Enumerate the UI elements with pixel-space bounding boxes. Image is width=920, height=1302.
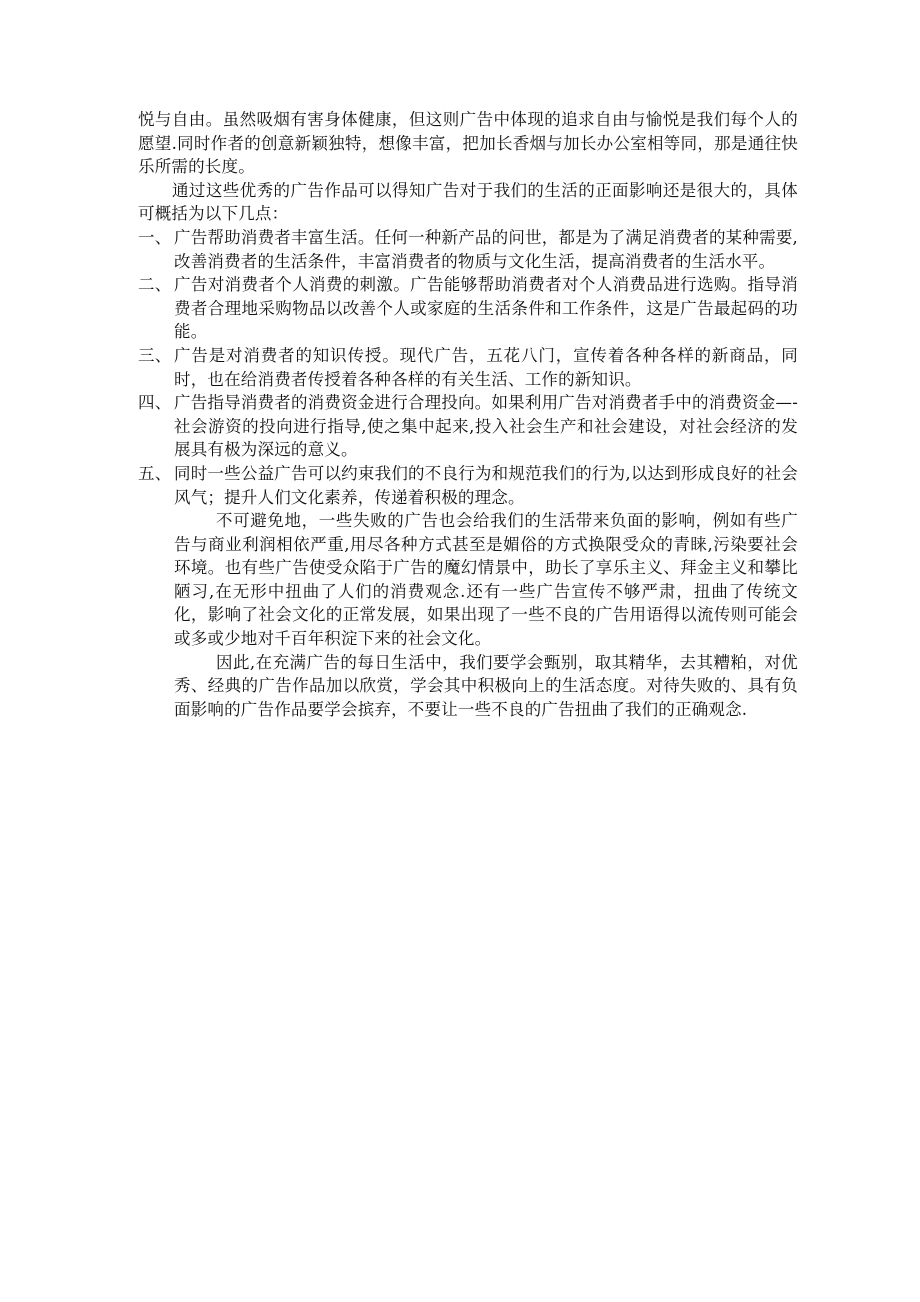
list-item-text: 同时一些公益广告可以约束我们的不良行为和规范我们的行为,以达到形成良好的社会风气；提升人们文化素养，传递着积极的理念。 <box>174 463 798 507</box>
list-item-number: 四、 <box>138 393 172 413</box>
list-item-text: 广告帮助消费者丰富生活。任何一种新产品的问世，都是为了满足消费者的某种需要,改善消费者的生活条件，丰富消费者的物质与文化生活，提高消费者的生活水平。 <box>174 227 798 271</box>
list-item-number: 一、 <box>138 227 172 247</box>
list-item-number: 三、 <box>138 345 172 365</box>
list-item-number: 五、 <box>138 463 172 483</box>
negative-impact-paragraph: 不可避免地，一些失败的广告也会给我们的生活带来负面的影响，例如有些广告与商业利润相依严重,用尽各种方式甚至是媚俗的方式换限受众的青睐,污染要社会环境。也有些广告使受众陷于广告的魔幻情景中，助长了享乐主义、拜金主义和攀比陋习,在无形中扭曲了人们的消费观念.还有一些广告宣传不够严肃，扭曲了传统文化，影响了社会文化的正常发展，如果出现了一些不良的广告用语得以流传则可能会或多或少地对千百年积淀下来的社会文化。 <box>174 511 798 649</box>
list-item-number: 二、 <box>138 275 172 295</box>
list-item-5 <box>138 462 798 509</box>
list-item-1 <box>138 226 798 273</box>
document-page <box>138 108 798 721</box>
list-item-2 <box>138 273 798 344</box>
list-item-4 <box>138 391 798 462</box>
conclusion-paragraph: 因此,在充满广告的每日生活中，我们要学会甄别，取其精华，去其糟粕，对优秀、经典的广告作品加以欣赏，学会其中积极向上的生活态度。对待失败的、具有负面影响的广告作品要学会摈弃，不要让一些不良的广告扭曲了我们的正确观念. <box>174 652 798 719</box>
intro-paragraph: 悦与自由。虽然吸烟有害身体健康，但这则广告中体现的追求自由与愉悦是我们每个人的愿望.同时作者的创意新颖独特，想像丰富，把加长香烟与加长办公室相等同，那是通往快乐所需的长度。 <box>138 110 798 177</box>
list-item-text: 广告对消费者个人消费的刺激。广告能够帮助消费者对个人消费品进行选购。指导消费者合理地采购物品以改善个人或家庭的生活条件和工作条件，这是广告最起码的功能。 <box>174 275 798 342</box>
list-item-3 <box>138 344 798 391</box>
list-item-text: 广告指导消费者的消费资金进行合理投向。如果利用广告对消费者手中的消费资金—-社会游资的投向进行指导,使之集中起来,投入社会生产和社会建设，对社会经济的发展具有极为深远的意义。 <box>174 393 798 460</box>
list-item-text: 广告是对消费者的知识传授。现代广告，五花八门，宣传着各种各样的新商品，同时，也在给消费者传授着各种各样的有关生活、工作的新知识。 <box>174 345 798 389</box>
summary-paragraph: 通过这些优秀的广告作品可以得知广告对于我们的生活的正面影响还是很大的，具体可概括为以下几点： <box>138 180 798 224</box>
